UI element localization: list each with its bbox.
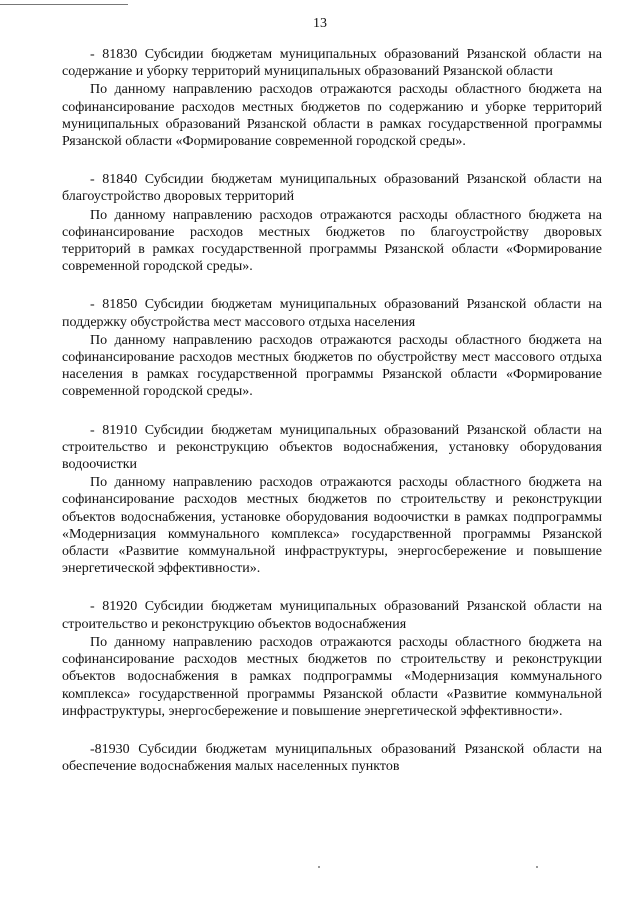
section-body: По данному направлению расходов отражаются расходы областного бюджета на софинансирование расходов местных бюджетов по строительству и реконструкции объектов водоснабжения, установке оборудования водоочистки в рамках подпрограммы «Модернизация коммунального комплекса» государственной программы Рязанской области «Развитие коммунальной инфраструктуры, энергосбережение и повышение энергетической эффективности». bbox=[62, 475, 602, 577]
section-81830 bbox=[62, 46, 602, 150]
section-body: По данному направлению расходов отражаются расходы областного бюджета на софинансирование расходов местных бюджетов по благоустройству дворовых территорий в рамках государственной программы Рязанской области «Формирование современной городской среды». bbox=[62, 207, 602, 275]
section-81920 bbox=[62, 598, 602, 719]
section-body: По данному направлению расходов отражаются расходы областного бюджета на софинансирование расходов местных бюджетов по обустройству мест массового отдыха населения в рамках государственной программы Рязанской области «Формирование современной городской среды». bbox=[62, 332, 602, 400]
section-81930 bbox=[62, 741, 602, 775]
scan-speck bbox=[536, 866, 538, 868]
section-body: По данному направлению расходов отражаются расходы областного бюджета на софинансирование расходов местных бюджетов по строительству и реконструкции объектов водоснабжения в рамках подпрограммы «Модернизация коммунального комплекса» государственной программы Рязанской области «Развитие коммунальной инфраструктуры, энергосбережение и повышение энергетической эффективности». bbox=[62, 634, 602, 719]
section-81910 bbox=[62, 422, 602, 578]
section-81840 bbox=[62, 171, 602, 275]
page-number: 13 bbox=[313, 16, 327, 31]
section-heading: - 81830 Субсидии бюджетам муниципальных образований Рязанской области на содержание и уборку территорий муниципальных образований Рязанской области bbox=[62, 47, 602, 80]
section-81850 bbox=[62, 296, 602, 400]
section-heading: - 81840 Субсидии бюджетам муниципальных образований Рязанской области на благоустройство дворовых территорий bbox=[62, 172, 602, 205]
section-heading: - 81910 Субсидии бюджетам муниципальных образований Рязанской области на строительство и реконструкцию объектов водоснабжения, установку оборудования водоочистки bbox=[62, 422, 602, 473]
section-body: По данному направлению расходов отражаются расходы областного бюджета на софинансирование расходов местных бюджетов по содержанию и уборке территорий муниципальных образований Рязанской области в рамках государственной программы Рязанской области «Формирование современной городской среды». bbox=[62, 82, 602, 150]
scan-speck bbox=[318, 866, 320, 868]
section-heading: -81930 Субсидии бюджетам муниципальных образований Рязанской области на обеспечение водоснабжения малых населенных пунктов bbox=[62, 741, 602, 775]
document-body bbox=[62, 46, 602, 775]
scan-corner-rule bbox=[0, 4, 128, 5]
section-heading: - 81850 Субсидии бюджетам муниципальных образований Рязанской области на поддержку обустройства мест массового отдыха населения bbox=[62, 297, 602, 330]
section-heading: - 81920 Субсидии бюджетам муниципальных образований Рязанской области на строительство и реконструкцию объектов водоснабжения bbox=[62, 599, 602, 632]
